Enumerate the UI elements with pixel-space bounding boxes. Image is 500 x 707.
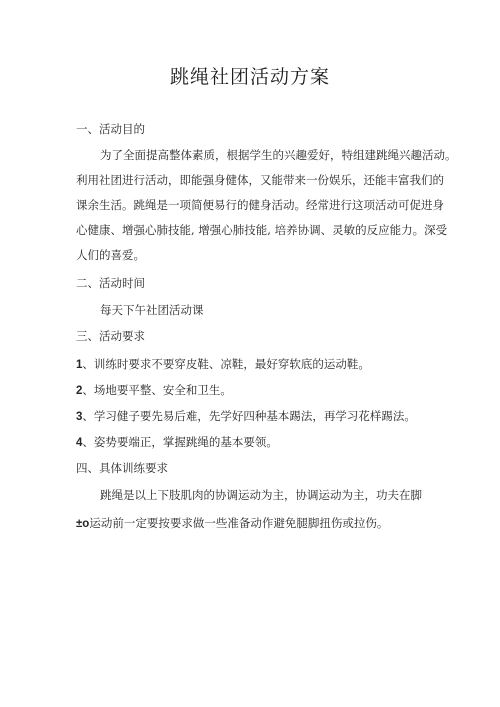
- list-item: [76, 435, 278, 450]
- paragraph-line: 利用社团进行活动，即能强身健体，又能带来一份娱乐，还能丰富我们的: [76, 173, 444, 187]
- line-prefix: ±o: [76, 518, 90, 530]
- section-heading-time: 二、活动时间: [76, 276, 145, 290]
- list-item-text: 、学习健子要先易后难，先学好四种基本踢法，再学习花样踢法。: [82, 409, 416, 423]
- paragraph-line: 人们的喜爱。: [76, 248, 145, 262]
- list-item: [76, 357, 370, 372]
- list-item-number: 2: [76, 385, 83, 397]
- list-item-text: 、场地要平整、安全和卫生。: [82, 383, 232, 397]
- list-item-text: 、姿势要端正，掌握跳绳的基本要领。: [82, 435, 278, 449]
- paragraph-line: [76, 516, 388, 531]
- section-heading-purpose: 一、活动目的: [76, 122, 145, 136]
- paragraph-line: 每天下午社团活动课: [100, 303, 204, 317]
- list-item-text: 、训练时要求不要穿皮鞋、凉鞋，最好穿软底的运动鞋。: [82, 357, 370, 371]
- paragraph-line: 跳绳是以上下肢肌肉的协调运动为主，协调运动为主，功夫在脚: [100, 488, 422, 502]
- list-item-number: 4: [76, 437, 83, 449]
- paragraph-line: 心健康、增强心肺技能, 增强心肺技能, 培养协调、灵敏的反应能力。深受: [76, 223, 448, 237]
- list-item: [76, 409, 416, 424]
- list-item-number: 1: [76, 359, 83, 371]
- section-heading-requirements: 三、活动要求: [76, 329, 145, 343]
- document-title: 跳绳社团活动方案: [169, 66, 330, 88]
- section-heading-training: 四、具体训练要求: [76, 461, 168, 475]
- list-item: [76, 383, 232, 398]
- line-text: 运动前一定要按要求做一些准备动作避免腿脚扭伤或拉伤。: [89, 516, 389, 530]
- paragraph-line: 课余生活。跳绳是一项简便易行的健身活动。经常进行这项活动可促进身: [76, 198, 444, 212]
- paragraph-line: 为了全面提高整体素质，根据学生的兴趣爱好，特组建跳绳兴趣活动。: [100, 148, 457, 162]
- list-item-number: 3: [76, 411, 83, 423]
